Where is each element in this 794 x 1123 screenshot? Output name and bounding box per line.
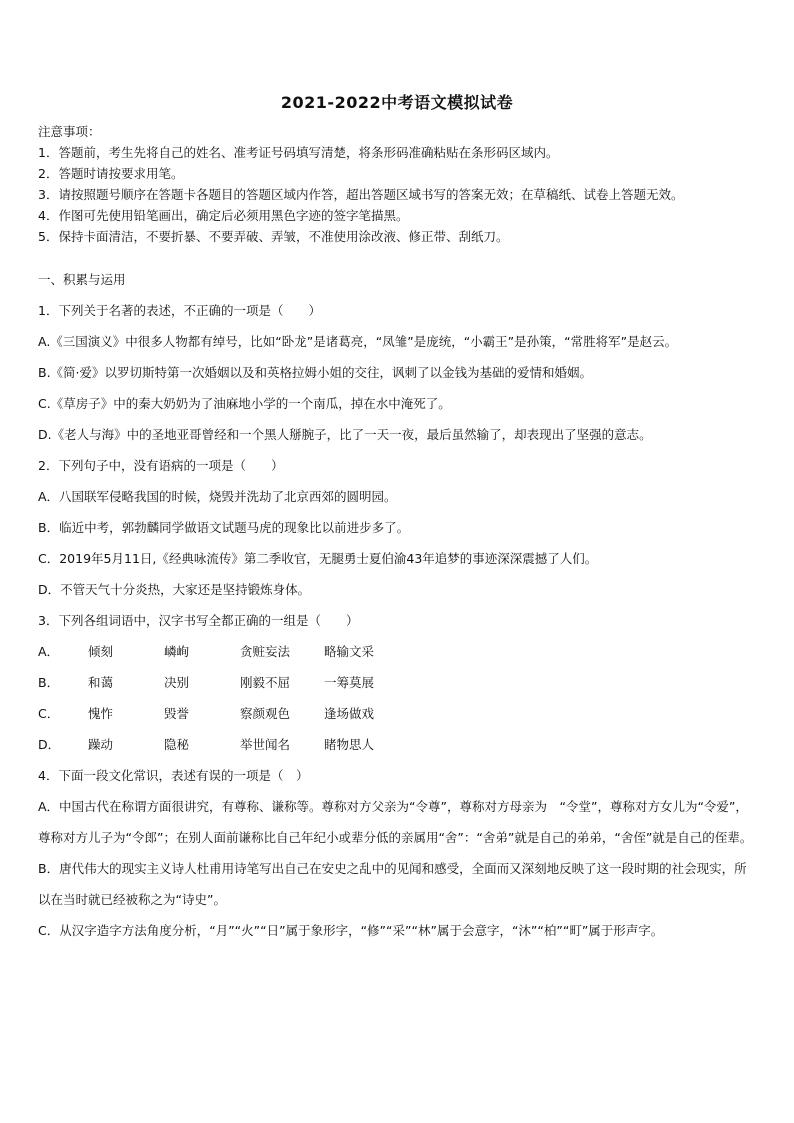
question-stem: 4．下面一段文化常识，表述有误的一项是（ ）	[38, 768, 309, 783]
option-word: 隐秘	[164, 737, 190, 752]
question-stem: 3．下列各组词语中，汉字书写全都正确的一组是（ ）	[38, 613, 359, 628]
option-word: 决别	[164, 675, 190, 690]
option-label: A．	[38, 644, 60, 659]
option-a: A．八国联军侵略我国的时候，烧毁并洗劫了北京西郊的圆明园。	[38, 489, 397, 504]
option-a: A．中国古代在称谓方面很讲究，有尊称、谦称等。尊称对方父亲为“令尊”，尊称对方母亲为 “令堂”，尊称对方女儿为“令爱”，尊称对方儿子为“令郎”；在别人面前谦称比自己年纪小或辈分低的亲属用“舍”：“舍弟”就是自己的弟弟，“舍侄”就是自己的侄辈。	[38, 799, 753, 845]
question-3	[38, 605, 758, 760]
option-word: 躁动	[88, 737, 114, 752]
option-word: 贪赃妄法	[240, 644, 291, 659]
option-c: C．2019年5月11日,《经典咏流传》第二季收官，无腿勇士夏伯渝43年追梦的事迹深深震撼了人们。	[38, 551, 598, 566]
exam-title: 2021-2022中考语文模拟试卷	[280, 93, 514, 112]
option-c	[38, 698, 758, 729]
option-d: D．不管天气十分炎热，大家还是坚持锻炼身体。	[38, 582, 311, 597]
option-word: 愧怍	[88, 706, 114, 721]
notice-item: 1．答题前，考生先将自己的姓名、准考证号码填写清楚，将条形码准确粘贴在条形码区域内。	[38, 145, 559, 160]
option-c: C.《草房子》中的秦大奶奶为了油麻地小学的一个南瓜，掉在水中淹死了。	[38, 396, 451, 411]
option-word: 倾刻	[88, 644, 114, 659]
question-1	[38, 295, 758, 450]
question-4	[38, 760, 758, 946]
option-label: B．	[38, 675, 60, 690]
option-word: 睹物思人	[324, 737, 375, 752]
question-stem: 1．下列关于名著的表述，不正确的一项是（ ）	[38, 303, 321, 318]
question-2	[38, 450, 758, 605]
notice-block	[38, 121, 758, 247]
option-b: B．唐代伟大的现实主义诗人杜甫用诗笔写出自己在安史之乱中的见闻和感受，全面而又深刻地反映了这一段时期的社会现实，所以在当时就已经被称之为“诗史”。	[38, 861, 747, 907]
option-c: C．从汉字造字方法角度分析，“月”“火”“日”属于象形字，“修”“采”“林”属于会意字，“沐”“柏”“町”属于形声字。	[38, 923, 664, 938]
option-b: B.《简·爱》以罗切斯特第一次婚姻以及和英格拉姆小姐的交往，讽刺了以金钱为基础的爱情和婚姻。	[38, 365, 593, 380]
notice-item: 3．请按照题号顺序在答题卡各题目的答题区域内作答，超出答题区域书写的答案无效；在草稿纸、试卷上答题无效。	[38, 187, 684, 202]
option-word: 嶙峋	[164, 644, 190, 659]
option-word: 刚毅不屈	[240, 675, 291, 690]
option-word: 举世闻名	[240, 737, 291, 752]
section-heading: 一、积累与运用	[38, 272, 126, 287]
option-d	[38, 729, 758, 760]
option-word: 逢场做戏	[324, 706, 375, 721]
option-word: 略输文采	[324, 644, 375, 659]
option-a: A.《三国演义》中很多人物都有绰号，比如“卧龙”是诸葛亮，“凤雏”是庞统，“小霸王”是孙策，“常胜将军”是赵云。	[38, 334, 678, 349]
option-label: D．	[38, 737, 61, 752]
option-b	[38, 667, 758, 698]
option-word: 和蔼	[88, 675, 114, 690]
option-a	[38, 636, 758, 667]
option-label: C．	[38, 706, 60, 721]
option-word: 察颜观色	[240, 706, 291, 721]
notice-heading: 注意事项：	[38, 124, 101, 139]
question-stem: 2．下列句子中，没有语病的一项是（ ）	[38, 458, 284, 473]
option-word: 一筹莫展	[324, 675, 375, 690]
option-word: 毁誉	[164, 706, 190, 721]
exam-body	[38, 264, 758, 946]
notice-item: 5．保持卡面清洁，不要折暴、不要弄破、弄皱，不准使用涂改液、修正带、刮纸刀。	[38, 229, 509, 244]
notice-item: 2．答题时请按要求用笔。	[38, 166, 184, 181]
option-b: B．临近中考，郭勃麟同学做语文试题马虎的现象比以前进步多了。	[38, 520, 410, 535]
option-d: D.《老人与海》中的圣地亚哥曾经和一个黑人掰腕子，比了一天一夜，最后虽然输了，却表现出了坚强的意志。	[38, 427, 652, 442]
notice-item: 4．作图可先使用铅笔画出，确定后必须用黑色字迹的签字笔描黑。	[38, 208, 409, 223]
